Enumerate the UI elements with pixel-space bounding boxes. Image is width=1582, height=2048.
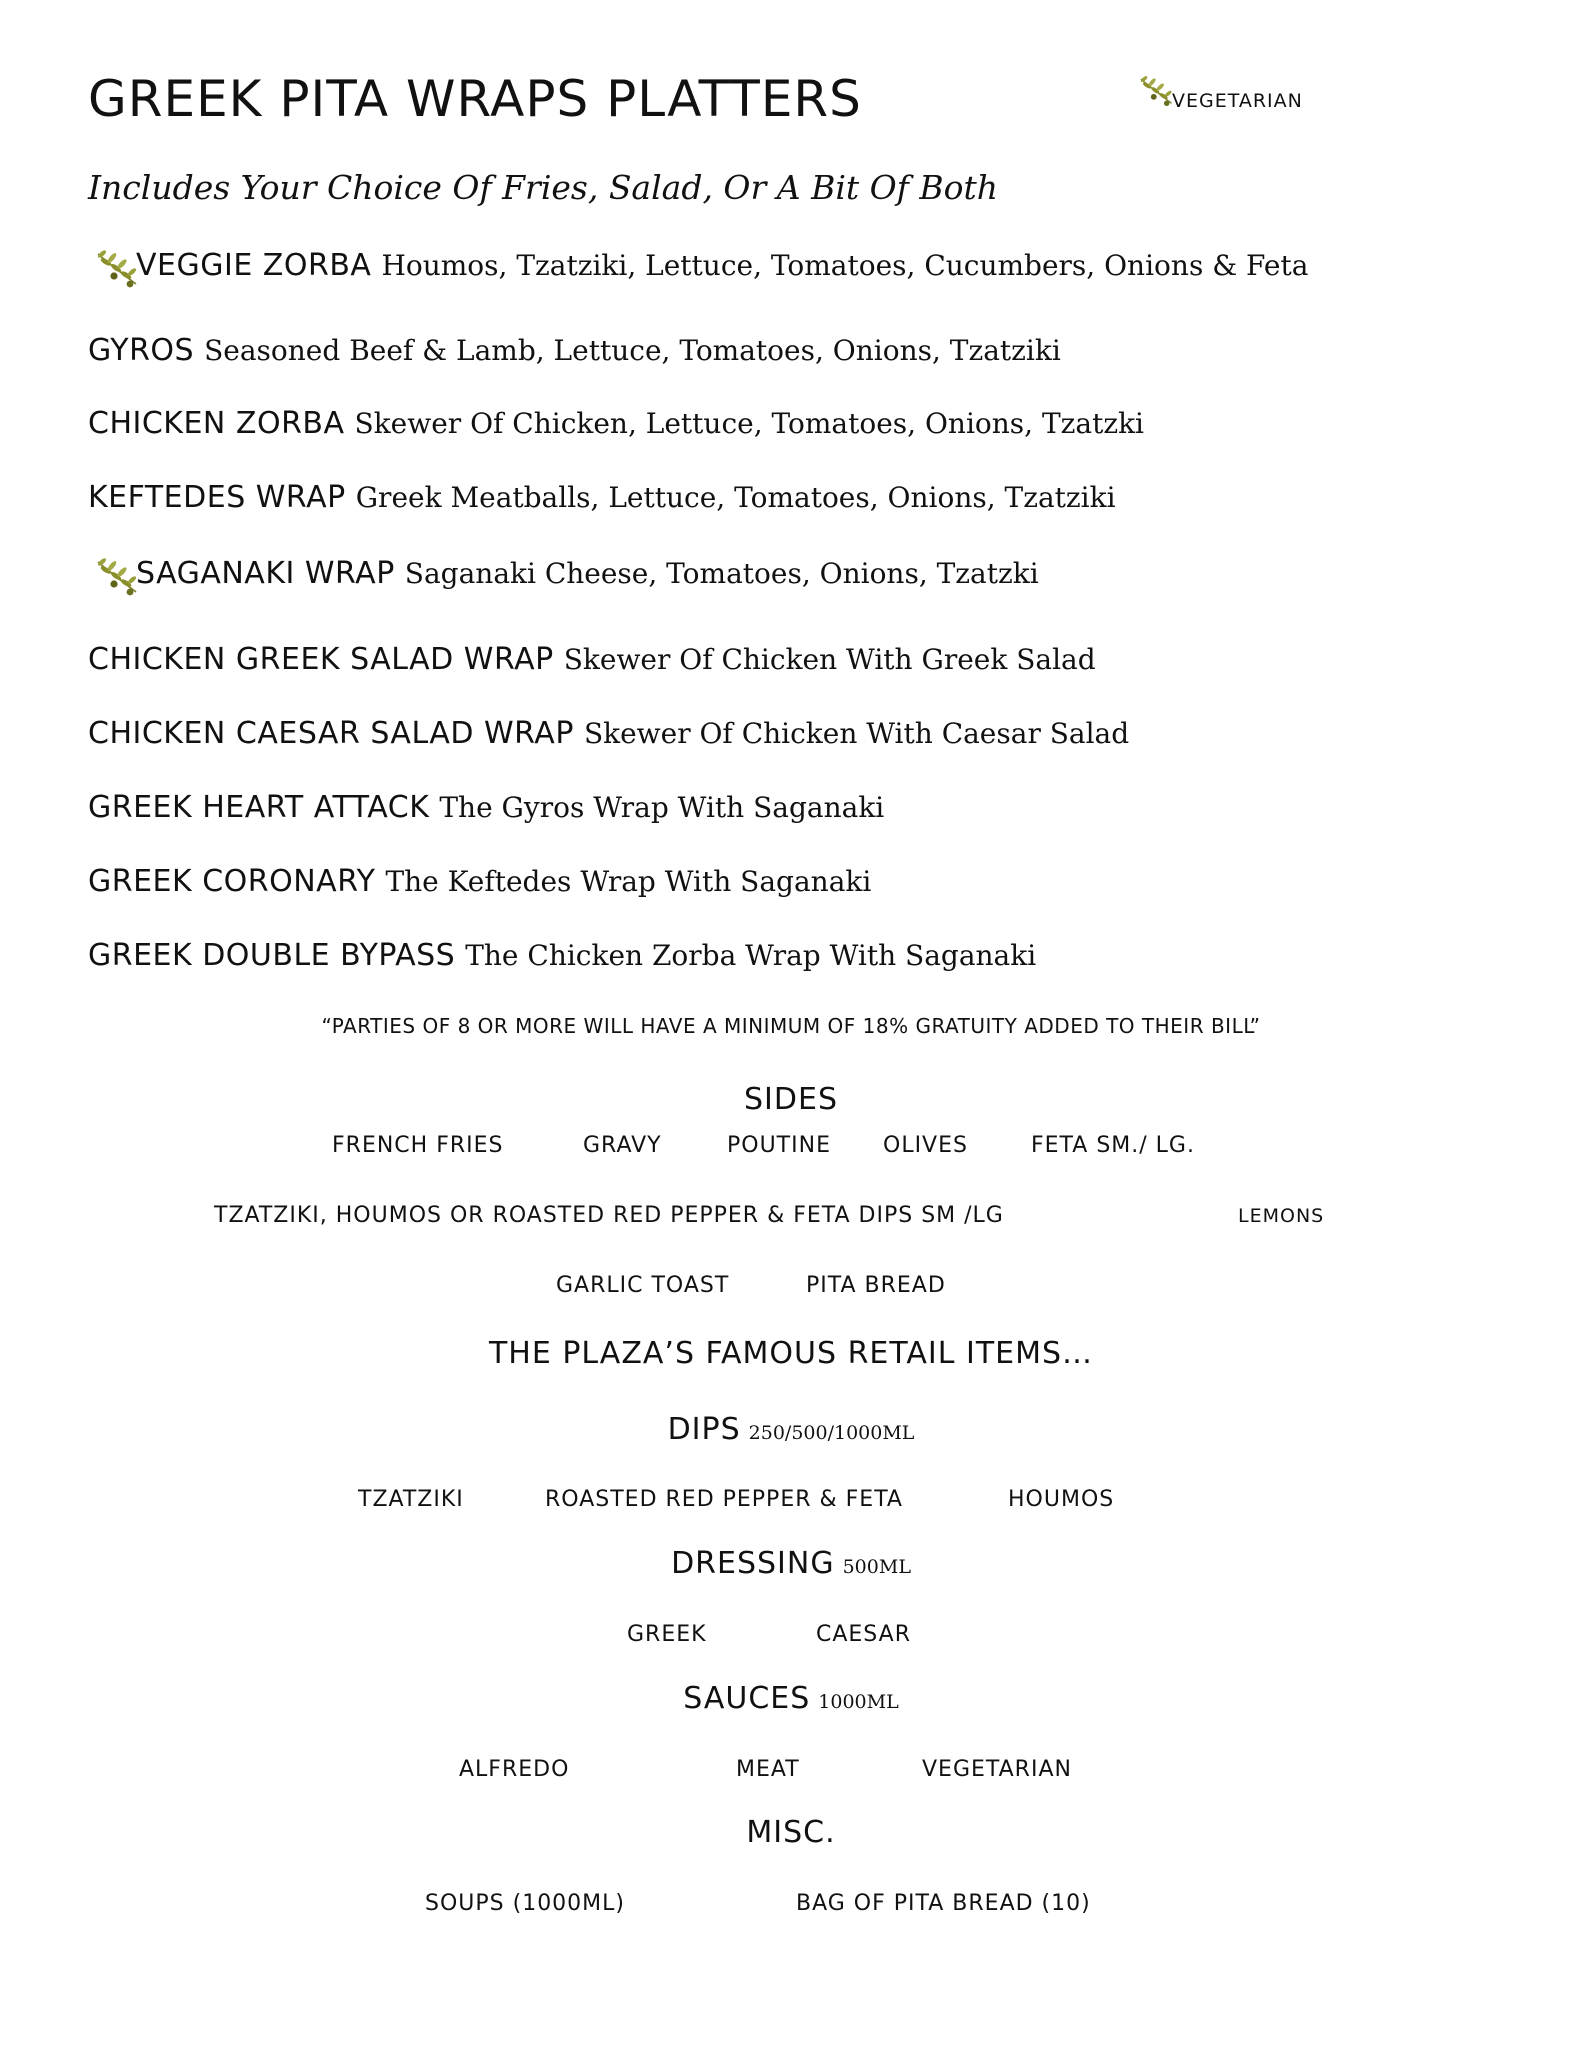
- item-name: GYROS: [88, 333, 195, 368]
- item-name: CHICKEN ZORBA: [88, 406, 345, 441]
- item-description: The Chicken Zorba Wrap With Saganaki: [465, 939, 1037, 972]
- item-description: Greek Meatballs, Lettuce, Tomatoes, Onions, Tzatziki: [355, 481, 1116, 514]
- gratuity-notice: “PARTIES OF 8 OR MORE WILL HAVE A MINIMUM OF 18% GRATUITY ADDED TO THEIR BILL”: [321, 1014, 1261, 1038]
- dressing-item: GREEK: [627, 1622, 707, 1647]
- menu-item-greek-double-bypass: [88, 938, 1036, 973]
- menu-item-chicken-caesar-salad-wrap: [88, 716, 1129, 751]
- item-name: GREEK CORONARY: [88, 864, 376, 899]
- vegetarian-legend: [1130, 72, 1303, 112]
- dips-title: DIPS: [667, 1412, 741, 1447]
- retail-heading: THE PLAZA’S FAMOUS RETAIL ITEMS…: [488, 1336, 1094, 1371]
- side-item: OLIVES: [883, 1133, 968, 1158]
- item-description: Seasoned Beef & Lamb, Lettuce, Tomatoes, Onions, Tzatziki: [204, 334, 1061, 367]
- dip-item: HOUMOS: [1008, 1487, 1115, 1512]
- sauces-size: 1000ML: [818, 1691, 899, 1713]
- side-item: PITA BREAD: [806, 1273, 946, 1298]
- side-item: POUTINE: [727, 1133, 831, 1158]
- menu-item-greek-coronary: [88, 864, 871, 899]
- item-name: GREEK HEART ATTACK: [88, 790, 430, 825]
- misc-item: BAG OF PITA BREAD (10): [796, 1891, 1091, 1916]
- menu-item-keftedes-wrap: [88, 480, 1116, 515]
- item-description: Saganaki Cheese, Tomatoes, Onions, Tzatzki: [404, 557, 1039, 590]
- item-name: KEFTEDES WRAP: [88, 480, 346, 515]
- item-description: Skewer Of Chicken, Lettuce, Tomatoes, Onions, Tzatzki: [354, 407, 1145, 440]
- dip-item: ROASTED RED PEPPER & FETA: [545, 1487, 903, 1512]
- sauces-heading: [0, 1681, 1582, 1716]
- menu-item-veggie-zorba: [92, 248, 1308, 292]
- menu-item-chicken-zorba: [88, 406, 1144, 441]
- menu-item-greek-heart-attack: [88, 790, 884, 825]
- misc-item: SOUPS (1000ML): [425, 1891, 626, 1916]
- sauce-item: ALFREDO: [459, 1757, 570, 1782]
- item-name: CHICKEN GREEK SALAD WRAP: [88, 642, 554, 677]
- legend-label: VEGETARIAN: [1172, 90, 1303, 112]
- sauce-item: MEAT: [736, 1757, 800, 1782]
- sides-heading: SIDES: [744, 1082, 838, 1117]
- dips-sizes: 250/500/1000ML: [748, 1422, 915, 1444]
- dressing-item: CAESAR: [816, 1622, 912, 1647]
- item-name: SAGANAKI WRAP: [136, 556, 395, 591]
- item-name: GREEK DOUBLE BYPASS: [88, 938, 456, 973]
- menu-item-chicken-greek-salad-wrap: [88, 642, 1096, 677]
- side-item: LEMONS: [1238, 1205, 1325, 1227]
- item-name: VEGGIE ZORBA: [136, 248, 372, 283]
- menu-title: GREEK PITA WRAPS PLATTERS: [88, 70, 862, 128]
- side-item: GARLIC TOAST: [556, 1273, 730, 1298]
- dressing-size: 500ML: [842, 1556, 911, 1578]
- misc-heading: MISC.: [746, 1815, 836, 1850]
- dressing-title: DRESSING: [671, 1546, 835, 1581]
- side-item: FRENCH FRIES: [332, 1133, 504, 1158]
- dips-heading: [0, 1412, 1582, 1447]
- sauce-item: VEGETARIAN: [922, 1757, 1072, 1782]
- side-item: GRAVY: [583, 1133, 662, 1158]
- item-description: The Keftedes Wrap With Saganaki: [385, 865, 872, 898]
- menu-item-gyros: [88, 333, 1061, 368]
- menu-subtitle: Includes Your Choice Of Fries, Salad, Or A Bit Of Both: [88, 168, 999, 207]
- sauces-title: SAUCES: [683, 1681, 811, 1716]
- item-name: CHICKEN CAESAR SALAD WRAP: [88, 716, 574, 751]
- side-item: TZATZIKI, HOUMOS OR ROASTED RED PEPPER & FETA DIPS SM /LG: [214, 1203, 1004, 1228]
- dressing-heading: [0, 1546, 1582, 1581]
- item-description: Skewer Of Chicken With Greek Salad: [563, 643, 1096, 676]
- item-description: Houmos, Tzatziki, Lettuce, Tomatoes, Cucumbers, Onions & Feta: [381, 249, 1309, 282]
- dip-item: TZATZIKI: [358, 1487, 464, 1512]
- menu-item-saganaki-wrap: [92, 556, 1039, 600]
- side-item: FETA SM./ LG.: [1031, 1133, 1195, 1158]
- item-description: The Gyros Wrap With Saganaki: [439, 791, 885, 824]
- item-description: Skewer Of Chicken With Caesar Salad: [583, 717, 1130, 750]
